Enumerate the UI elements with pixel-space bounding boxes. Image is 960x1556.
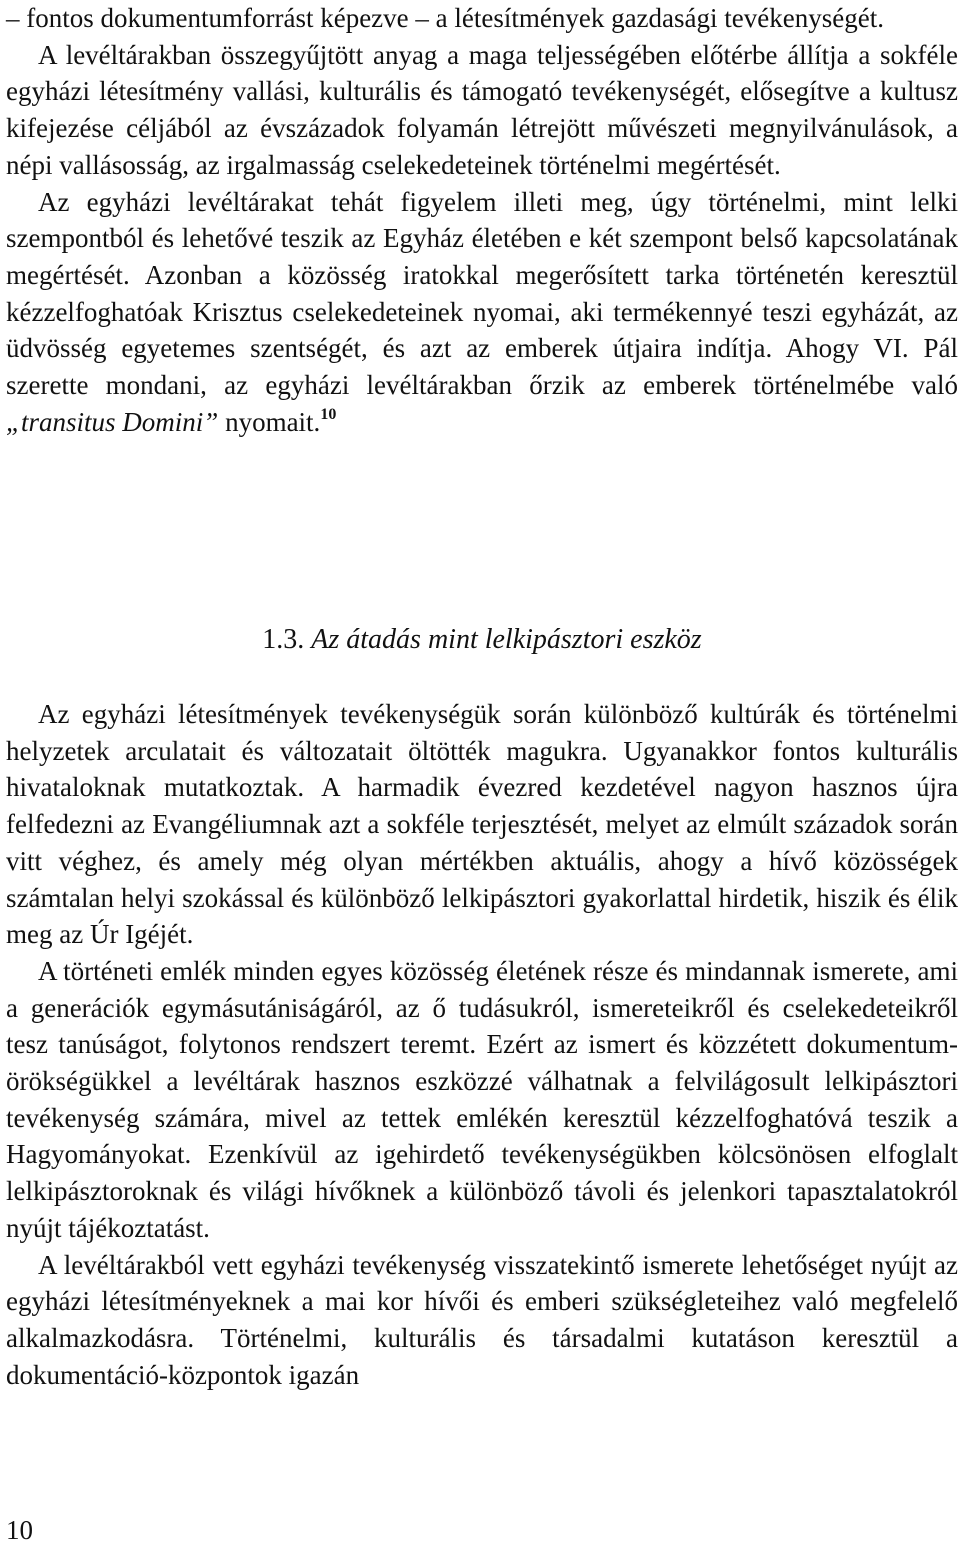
intro-text [6,0,958,440]
section-title: Az átadás mint lelkipásztori eszköz [311,624,702,655]
intro-paragraph-2-text: Az egyházi levéltárakat tehát figyelem illeti meg, úgy történelmi, mint lelki szempontból és lehetővé teszik az Egyház életében e két szempont belső kapcsolatának megértését. Azonban a közösség iratokkal megerősített tarka történetén keresztül kézzelfoghatóak Krisztus cselekedeteinek nyomai, aki termékennyé teszi egyházát, az üdvösség egyetemes szentségét, és azt az emberek útjaira indítja. Ahogy VI. Pál szerette mondani, az egyházi levéltárakban őrzik az emberek történelmébe való [6,186,958,401]
list-item-continuation: – fontos dokumentumforrást képezve – a létesítmények gazdasági tevékenységét. [6,3,884,33]
section-number: 1.3. [262,624,305,655]
intro-paragraph-2 [6,184,958,441]
section-heading [6,620,958,660]
transitus-domini-quote: „transitus Domini” [6,406,219,437]
body-paragraph: A levéltárakból vett egyházi tevékenység visszatekintő ismerete lehetőséget nyújt az egyházi létesítményeknek a mai kor hívői és emberi szükségleteihez való megfelelő alkalmazkodásra. Történelmi, kulturális és társadalmi kutatáson keresztül a dokumentáció-központok igazán [6,1249,958,1390]
section-body [6,696,958,1393]
footnote-reference[interactable]: 10 [320,405,337,423]
body-paragraph: A történeti emlék minden egyes közösség életének része és mindannak ismerete, ami a generációk egymásutániságáról, az ő tudásukról, ismereteikről és cselekedeteikről tesz tanúságot, folytonos rendszert teremt. Ezért az ismert és közzétett dokumentum-örökségükkel a levéltárak hasznos eszközzé válhatnak a felvilágosult lelkipásztori tevékenység számára, mivel az tettek emlékén keresztül kézzelfoghatóvá teszik a Hagyományokat. Ezenkívül az igehirdető tevékenységükben kölcsönösen elfoglalt lelkipásztoroknak és világi hívőknek a különböző távoli és jelenkori tapasztalatokról nyújt tájékoztatást. [6,955,958,1243]
body-paragraph: Az egyházi létesítmények tevékenységük során különböző kultúrák és történelmi helyzetek arculatait és változatait öltötték magukra. Ugyanakkor fontos kulturális hivataloknak mutatkoztak. A harmadik évezred kezdetével nagyon hasznos újra felfedezni az Evangéliumnak azt a sokféle terjesztését, melyet az elmúlt századok során vitt véghez, és amely még olyan mértékben aktuális, ahogy a hívő közösségek számtalan helyi szokással és különböző lelkipásztori gyakorlattal hirdetik, hiszik és élik meg az Úr Igéjét. [6,699,958,950]
intro-paragraph-1: A levéltárakban összegyűjtött anyag a maga teljességében előtérbe állítja a sokféle egyházi létesítmény vallási, kulturális és támogató tevékenységét, elősegítve a kultusz kifejezése céljából az évszázadok folyamán létrejött művészeti megnyilvánulások, a népi vallásosság, az irgalmasság cselekedeteinek történelmi megértését. [6,39,958,180]
page-number: 10 [6,1515,33,1545]
intro-paragraph-2-end: nyomait. [218,406,321,437]
